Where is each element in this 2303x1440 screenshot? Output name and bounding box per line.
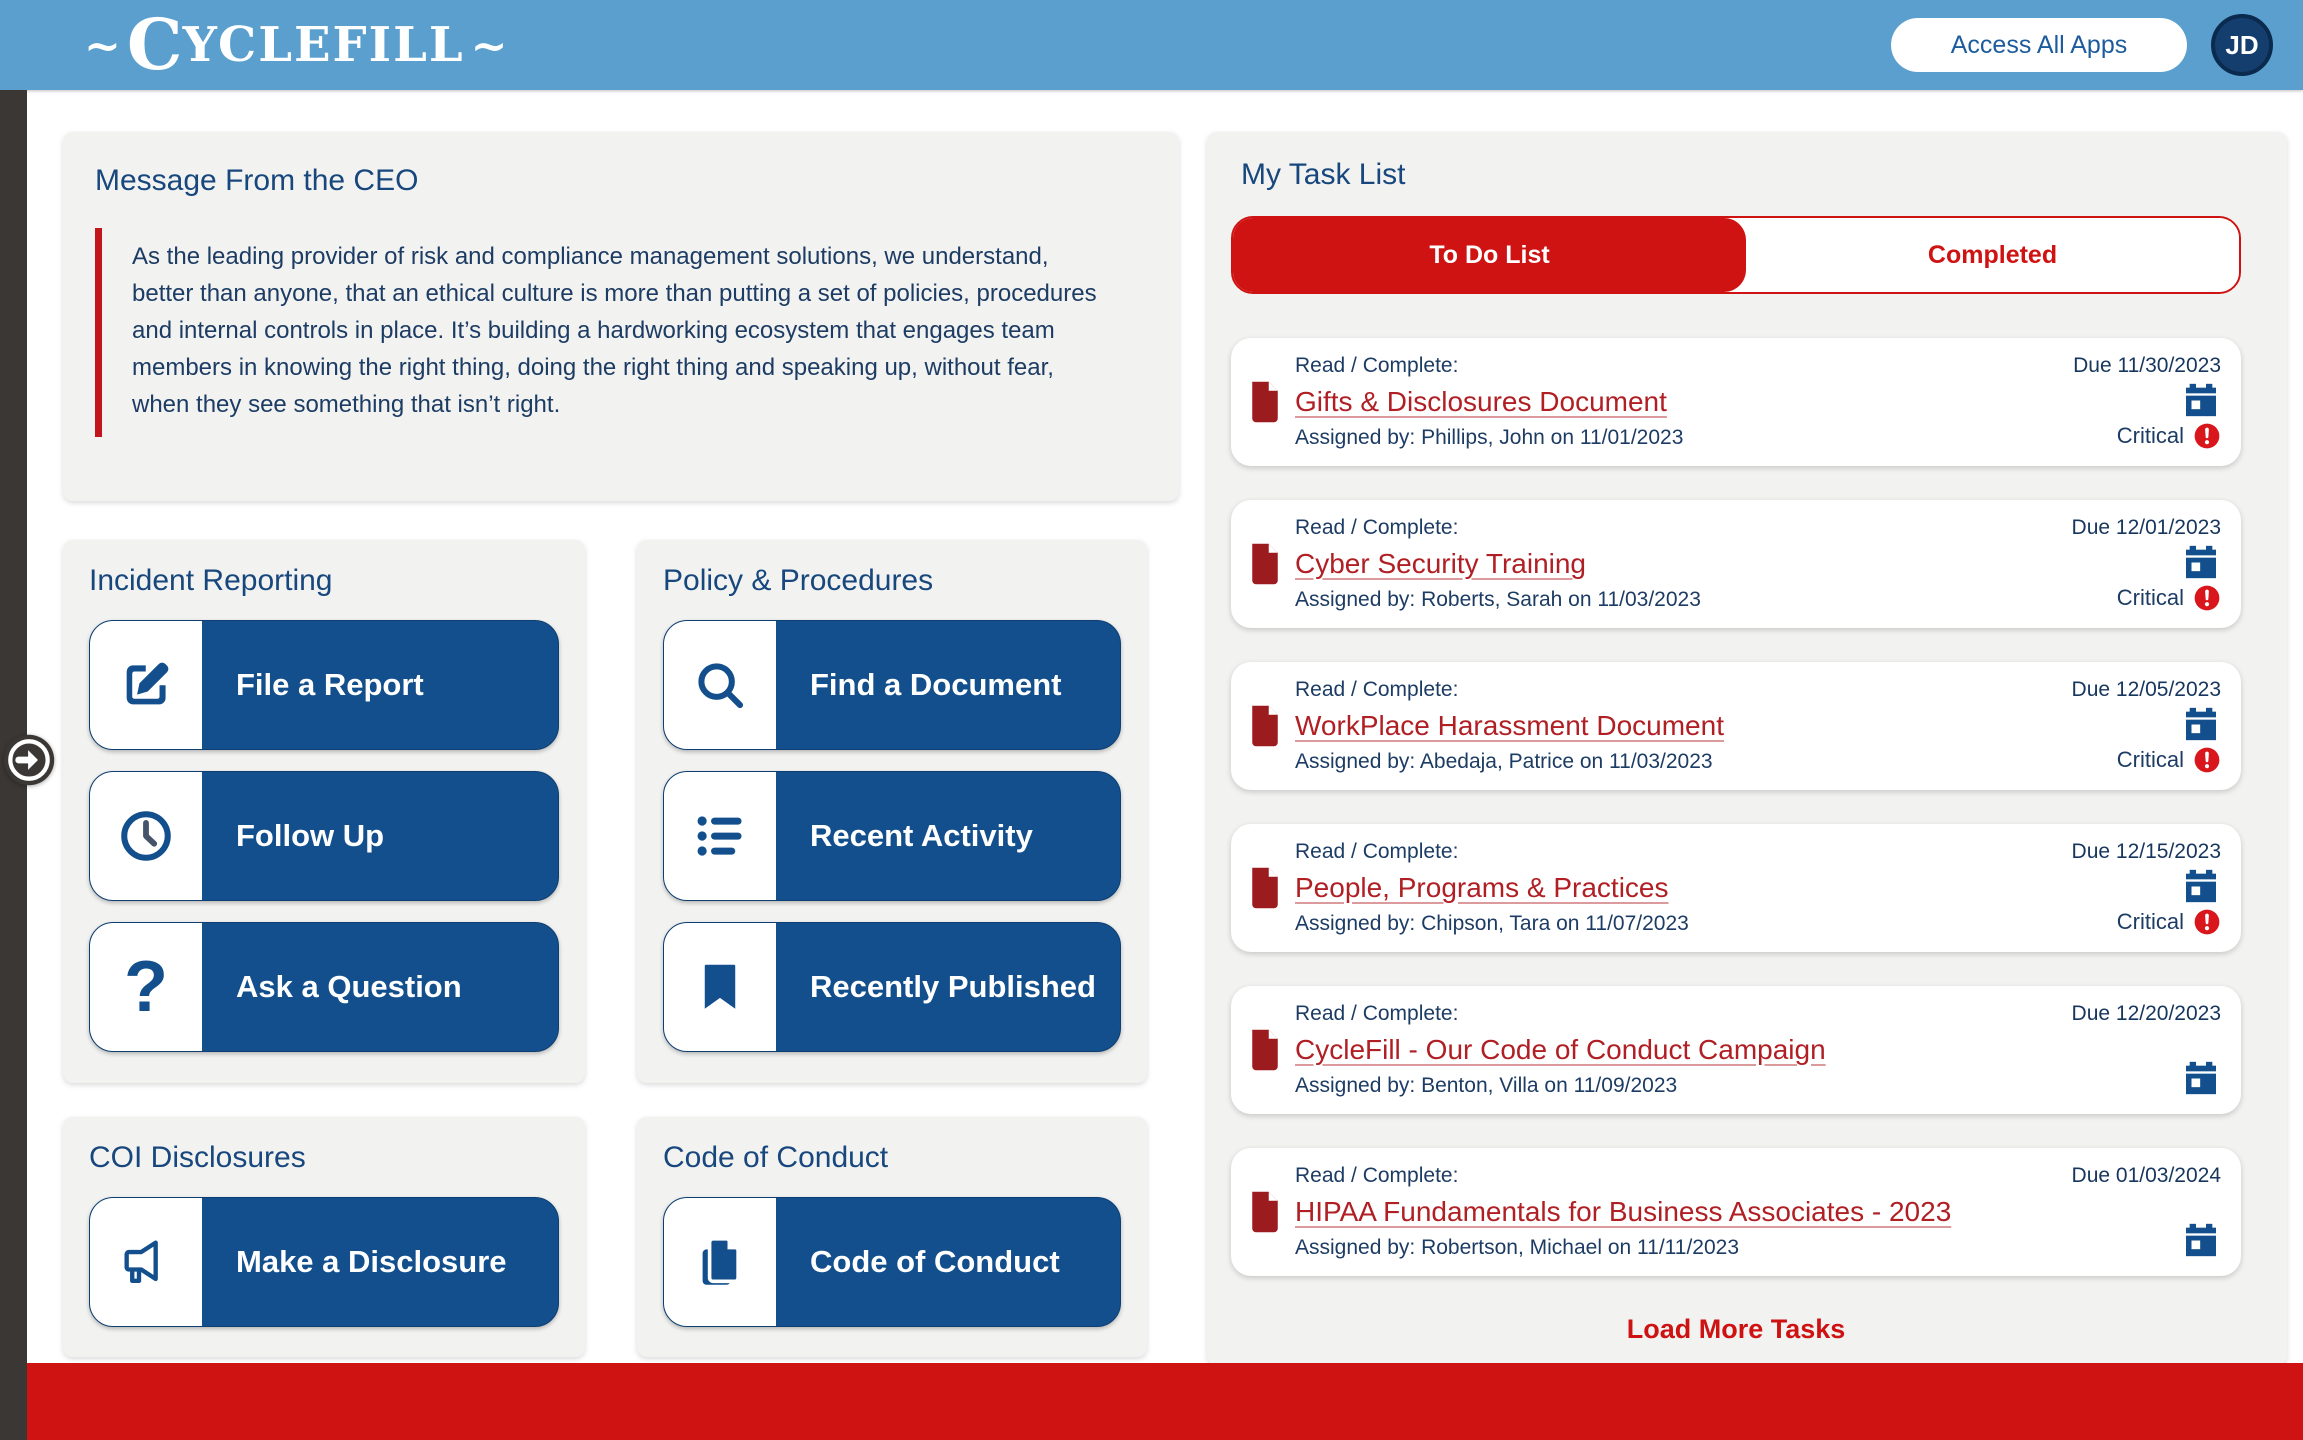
task-prefix: Read / Complete: (1295, 354, 1459, 377)
action-button-stack (663, 620, 1121, 1052)
task-assigned-by: Assigned by: Benton, Villa on 11/09/2023 (1295, 1074, 1678, 1097)
document-icon (1247, 676, 1295, 776)
task-title-link[interactable]: Gifts & Disclosures Document (1295, 386, 1667, 417)
make-a-disclosure-button[interactable] (89, 1197, 559, 1327)
edit-icon (90, 621, 202, 749)
task-card[interactable] (1231, 986, 2241, 1114)
bookmark-icon (664, 923, 776, 1051)
find-a-document-button[interactable] (663, 620, 1121, 750)
task-assigned-by: Assigned by: Chipson, Tara on 11/07/2023 (1295, 912, 1689, 935)
action-card-title: COI Disclosures (89, 1141, 306, 1174)
task-list-panel (1207, 132, 2287, 1365)
action-button-label: Ask a Question (236, 969, 462, 1004)
task-title-link[interactable]: WorkPlace Harassment Document (1295, 710, 1724, 741)
task-title-link[interactable]: CycleFill - Our Code of Conduct Campaign (1295, 1034, 1826, 1065)
task-items (1231, 338, 2241, 1276)
document-icon (1247, 352, 1295, 452)
tab-to-do-list[interactable]: To Do List (1233, 218, 1746, 292)
recently-published-button[interactable] (663, 922, 1121, 1052)
task-due-date: Due 12/05/2023 (2071, 678, 2221, 701)
calendar-icon (2181, 1058, 2221, 1098)
task-title-link[interactable]: People, Programs & Practices (1295, 872, 1669, 903)
alert-icon (2193, 422, 2221, 450)
task-prefix: Read / Complete: (1295, 1002, 1459, 1025)
action-button-label: File a Report (236, 667, 424, 702)
calendar-icon (2181, 542, 2221, 582)
task-due-date: Due 01/03/2024 (2071, 1164, 2221, 1187)
alert-icon (2193, 746, 2221, 774)
file-a-report-button[interactable] (89, 620, 559, 750)
calendar-icon (2181, 866, 2221, 906)
code-of-conduct-button[interactable] (663, 1197, 1121, 1327)
card-code-of-conduct (637, 1117, 1147, 1357)
critical-badge (2117, 422, 2221, 450)
critical-badge (2117, 746, 2221, 774)
sidebar-rail (0, 90, 27, 1440)
calendar-icon (2181, 380, 2221, 420)
copy-icon (664, 1198, 776, 1326)
ask-a-question-button[interactable] (89, 922, 559, 1052)
recent-activity-button[interactable] (663, 771, 1121, 901)
critical-badge (2117, 908, 2221, 936)
user-avatar[interactable]: JD (2211, 14, 2273, 76)
critical-label: Critical (2116, 585, 2184, 610)
task-list-title: My Task List (1241, 158, 1406, 191)
task-card[interactable] (1231, 824, 2241, 952)
card-policy-procedures (637, 540, 1147, 1083)
task-card[interactable] (1231, 662, 2241, 790)
calendar-icon (2181, 704, 2221, 744)
arrow-right-icon (2, 733, 56, 787)
task-prefix: Read / Complete: (1295, 840, 1459, 863)
critical-badge (2117, 584, 2221, 612)
ceo-message-card (63, 132, 1179, 501)
header-actions (1891, 14, 2273, 76)
action-button-label: Code of Conduct (810, 1244, 1060, 1279)
critical-label: Critical (2116, 747, 2184, 772)
task-assigned-by: Assigned by: Robertson, Michael on 11/11/2023 (1295, 1236, 1740, 1259)
task-due-date: Due 12/01/2023 (2071, 516, 2221, 539)
document-icon (1247, 1000, 1295, 1100)
logo-text: YCLEFILL (182, 17, 465, 73)
alert-icon (2193, 908, 2221, 936)
task-card[interactable] (1231, 1148, 2241, 1276)
app-logo (78, 3, 513, 86)
action-button-label: Follow Up (236, 818, 385, 853)
task-prefix: Read / Complete: (1295, 516, 1459, 539)
task-card[interactable] (1231, 500, 2241, 628)
task-prefix: Read / Complete: (1295, 1164, 1459, 1187)
action-button-stack (89, 620, 559, 1052)
task-assigned-by: Assigned by: Roberts, Sarah on 11/03/2023 (1295, 588, 1701, 611)
ceo-message-quote: As the leading provider of risk and compliance management solutions, we understand, better than anyone, that an ethical culture is more than putting a set of policies, procedures and internal controls in place. It’s building a hardworking ecosystem that engages team members in knowing the right thing, doing the right thing and speaking up, without fear, when they see something that isn’t right. (95, 228, 1105, 437)
critical-label: Critical (2116, 909, 2184, 934)
footer-bar (0, 1363, 2303, 1440)
follow-up-button[interactable] (89, 771, 559, 901)
action-button-stack (89, 1197, 559, 1327)
task-title-link[interactable]: Cyber Security Training (1295, 548, 1587, 579)
card-incident-reporting (63, 540, 585, 1083)
action-button-label: Recently Published (810, 969, 1096, 1004)
search-icon (664, 621, 776, 749)
logo-tilde-right: ~ (470, 21, 508, 72)
access-all-apps-button[interactable]: Access All Apps (1891, 18, 2187, 72)
document-icon (1247, 514, 1295, 614)
document-icon (1247, 838, 1295, 938)
action-card-title: Policy & Procedures (663, 564, 934, 597)
alert-icon (2193, 584, 2221, 612)
megaphone-icon (90, 1198, 202, 1326)
document-icon (1247, 1162, 1295, 1262)
action-button-stack (663, 1197, 1121, 1327)
action-button-label: Make a Disclosure (236, 1244, 507, 1279)
tab-completed[interactable]: Completed (1746, 218, 2239, 292)
task-due-date: Due 12/15/2023 (2071, 840, 2221, 863)
action-button-label: Find a Document (810, 667, 1062, 702)
question-icon: ? (90, 923, 202, 1051)
task-due-date: Due 11/30/2023 (2073, 354, 2221, 377)
logo-tilde-left: ~ (84, 21, 121, 72)
card-coi-disclosures (63, 1117, 585, 1357)
action-card-title: Code of Conduct (663, 1141, 889, 1174)
task-title-link[interactable]: HIPAA Fundamentals for Business Associates - 2023 (1295, 1196, 1952, 1227)
app-header (0, 0, 2303, 90)
task-prefix: Read / Complete: (1295, 678, 1459, 701)
clock-icon (90, 772, 202, 900)
load-more-tasks-button[interactable]: Load More Tasks (1626, 1314, 1846, 1344)
critical-label: Critical (2116, 423, 2184, 448)
calendar-icon (2181, 1220, 2221, 1260)
ceo-message-title: Message From the CEO (95, 164, 419, 197)
task-assigned-by: Assigned by: Abedaja, Patrice on 11/03/2023 (1295, 750, 1713, 773)
logo-initial: C (126, 3, 183, 86)
action-button-label: Recent Activity (810, 818, 1033, 853)
task-assigned-by: Assigned by: Phillips, John on 11/01/2023 (1295, 426, 1684, 449)
task-due-date: Due 12/20/2023 (2071, 1002, 2221, 1025)
task-list-tabs (1231, 216, 2241, 294)
list-icon (664, 772, 776, 900)
sidebar-expand-button[interactable] (2, 733, 56, 787)
action-card-title: Incident Reporting (89, 564, 333, 597)
task-card[interactable] (1231, 338, 2241, 466)
